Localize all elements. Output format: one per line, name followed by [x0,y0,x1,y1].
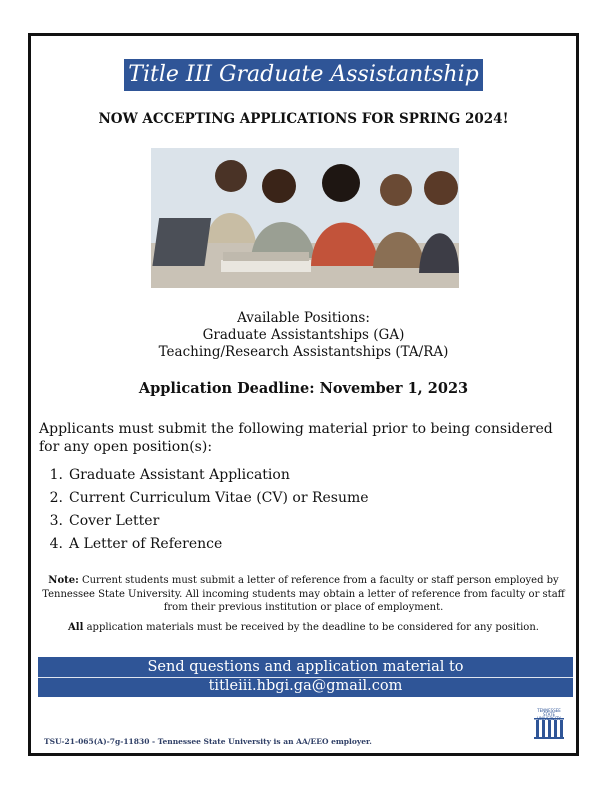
list-number: 4. [49,536,63,552]
list-item-text: Graduate Assistant Application [69,467,290,483]
list-number: 3. [49,513,63,529]
page-title: Title III Graduate Assistantship [124,59,482,91]
contact-email[interactable]: titleiii.hbgi.ga@gmail.com [208,678,403,694]
banner-divider [38,677,573,678]
position-item: Graduate Assistantships (GA) [202,327,405,343]
university-logo [531,709,567,741]
footer-text: TSU-21-065(A)-7g-11830 - Tennessee State University is an AA/EEO employer. [44,737,372,746]
flyer-frame [28,33,579,756]
title-block [31,59,576,91]
requirements-intro: Applicants must submit the following material prior to being considered for any open position(s): [39,421,553,455]
students-photo-icon [151,148,459,288]
list-item [39,487,369,510]
list-item-text: A Letter of Reference [69,536,223,552]
banner-heading: Send questions and application material to [147,659,464,675]
note-label: Note: [48,575,79,586]
all-label: All [68,622,84,633]
subtitle: NOW ACCEPTING APPLICATIONS FOR SPRING 2024! [98,111,509,127]
list-item-text: Cover Letter [69,513,160,529]
list-item-text: Current Curriculum Vitae (CV) or Resume [69,490,369,506]
requirements-list [39,464,369,556]
list-item [39,533,369,556]
list-item [39,464,369,487]
list-number: 2. [49,490,63,506]
positions-block [31,310,576,361]
position-item: Teaching/Research Assistantships (TA/RA) [158,344,449,360]
note-paragraph [39,574,568,615]
all-text: application materials must be received by the deadline to be considered for any position. [83,622,539,633]
positions-heading: Available Positions: [237,310,370,326]
students-photo [151,148,459,288]
note-text: Current students must submit a letter of reference from a faculty or staff person employed by Tennessee State University. All incoming students may obtain a letter of reference from faculty or staff from their previous institution or place of employment. [42,575,565,613]
list-number: 1. [49,467,63,483]
logo-text: TENNESSEE STATE UNIVERSITY [537,708,561,721]
list-item [39,510,369,533]
application-deadline: Application Deadline: November 1, 2023 [138,380,469,397]
contact-banner [38,657,573,697]
deadline-notice [39,621,568,634]
